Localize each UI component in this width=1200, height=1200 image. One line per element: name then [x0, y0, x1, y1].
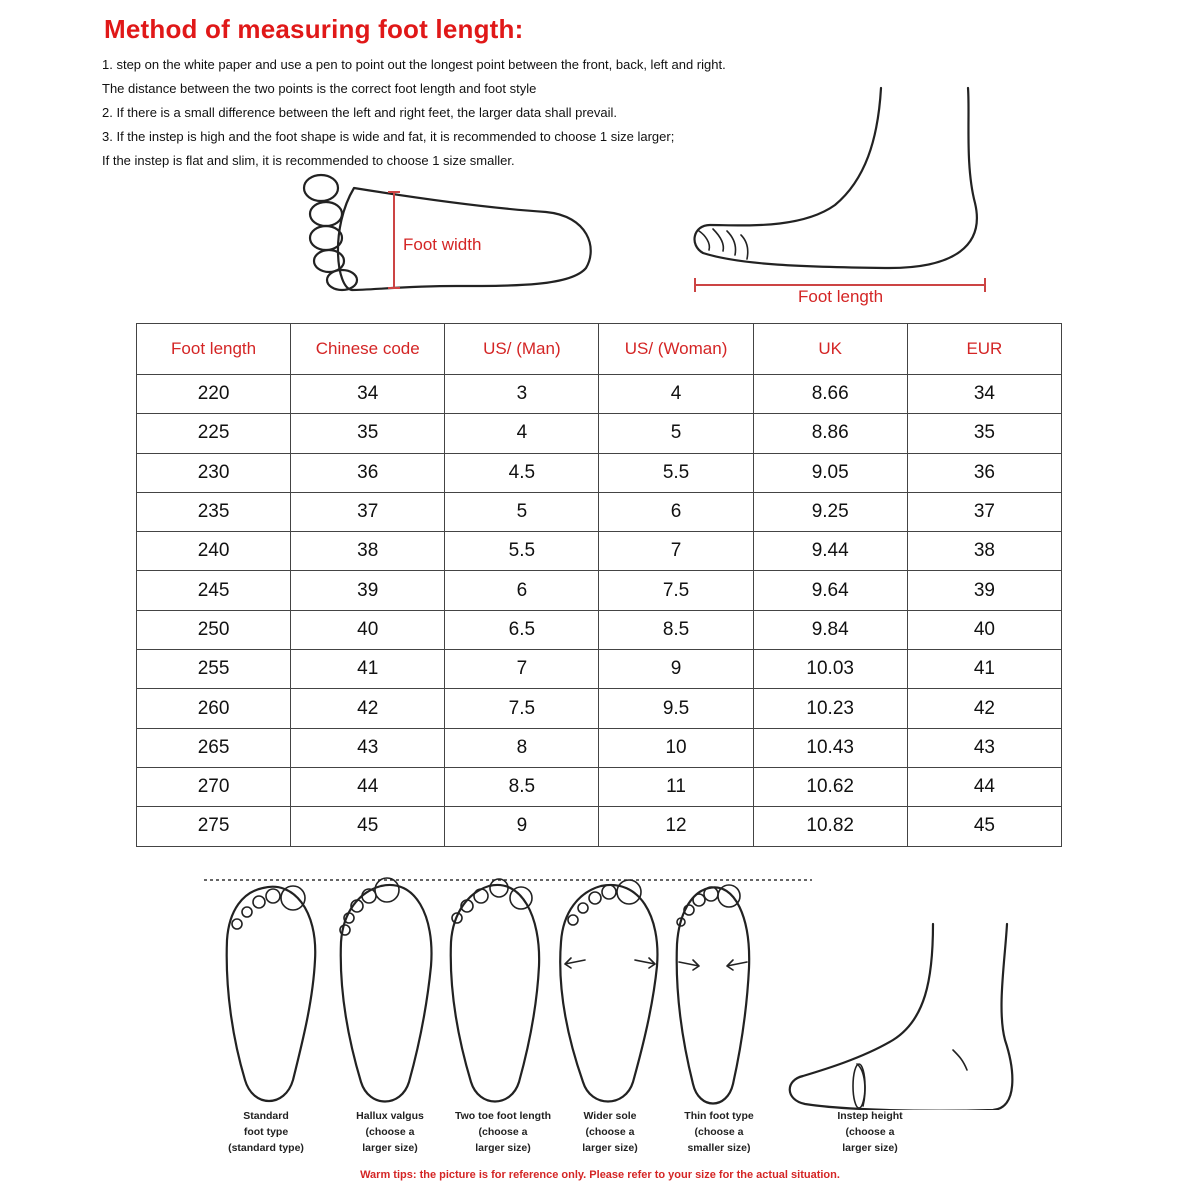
table-row: [137, 492, 1062, 531]
table-body: [137, 375, 1062, 847]
table-cell: 40: [291, 610, 445, 649]
table-cell: 4: [599, 375, 753, 414]
column-header: US/ (Man): [445, 324, 599, 375]
table-cell: 250: [137, 610, 291, 649]
caption-line: (choose a: [694, 1126, 744, 1138]
table-cell: 43: [907, 728, 1061, 767]
foot-width-label: Foot width: [403, 235, 482, 254]
size-chart-table: [136, 323, 1062, 847]
table-cell: 41: [291, 650, 445, 689]
instep-height-foot-icon: [790, 924, 1013, 1110]
table-cell: 10.82: [753, 807, 907, 846]
table-cell: 36: [907, 453, 1061, 492]
table-cell: 235: [137, 492, 291, 531]
table-cell: 8.5: [445, 767, 599, 806]
table-cell: 7.5: [445, 689, 599, 728]
table-cell: 275: [137, 807, 291, 846]
instruction-line-3: 2. If there is a small difference between the left and right feet, the larger data shall prevail.: [102, 105, 617, 120]
column-header: Foot length: [137, 324, 291, 375]
caption-line: (choose a: [365, 1126, 415, 1138]
foot-length-label: Foot length: [798, 287, 884, 306]
table-cell: 10.03: [753, 650, 907, 689]
caption-thin-foot: [664, 1108, 774, 1156]
table-cell: 5: [445, 492, 599, 531]
table-cell: 265: [137, 728, 291, 767]
table-row: [137, 571, 1062, 610]
table-cell: 34: [907, 375, 1061, 414]
table-cell: 7: [599, 532, 753, 571]
table-cell: 7: [445, 650, 599, 689]
caption-line: larger size): [582, 1142, 638, 1154]
table-cell: 6: [445, 571, 599, 610]
table-cell: 44: [291, 767, 445, 806]
table-cell: 230: [137, 453, 291, 492]
table-cell: 10.23: [753, 689, 907, 728]
table-cell: 35: [291, 414, 445, 453]
table-cell: 270: [137, 767, 291, 806]
table-cell: 5.5: [599, 453, 753, 492]
instruction-line-5: If the instep is flat and slim, it is recommended to choose 1 size smaller.: [102, 153, 515, 168]
table-cell: 42: [907, 689, 1061, 728]
instruction-line-1: 1. step on the white paper and use a pen to point out the longest point between the front, back, left and right.: [102, 57, 726, 72]
table-row: [137, 532, 1062, 571]
caption-standard: [208, 1108, 324, 1156]
table-row: [137, 414, 1062, 453]
page-title: Method of measuring foot length:: [104, 14, 524, 44]
caption-line: larger size): [362, 1142, 418, 1154]
table-cell: 9.5: [599, 689, 753, 728]
caption-line: Standard: [243, 1110, 289, 1122]
caption-line: Wider sole: [583, 1110, 637, 1122]
table-cell: 9.05: [753, 453, 907, 492]
table-cell: 9.64: [753, 571, 907, 610]
column-header: UK: [753, 324, 907, 375]
warm-tip-note: Warm tips: the picture is for reference only. Please refer to your size for the actual situation.: [360, 1169, 840, 1181]
table-cell: 41: [907, 650, 1061, 689]
table-cell: 225: [137, 414, 291, 453]
table-cell: 10: [599, 728, 753, 767]
foot-side-view-icon: [695, 88, 977, 268]
caption-line: (choose a: [585, 1126, 635, 1138]
table-cell: 260: [137, 689, 291, 728]
table-cell: 45: [291, 807, 445, 846]
table-cell: 9.25: [753, 492, 907, 531]
instruction-line-2: The distance between the two points is the correct foot length and foot style: [102, 81, 537, 96]
table-cell: 38: [291, 532, 445, 571]
table-cell: 4.5: [445, 453, 599, 492]
caption-instep-height: [812, 1108, 928, 1156]
caption-line: (standard type): [228, 1142, 304, 1154]
table-header-row: [137, 324, 1062, 375]
table-cell: 39: [291, 571, 445, 610]
caption-line: Two toe foot length: [454, 1110, 552, 1122]
caption-wider-sole: [560, 1108, 660, 1156]
table-cell: 8.5: [599, 610, 753, 649]
table-cell: 10.62: [753, 767, 907, 806]
table-cell: 43: [291, 728, 445, 767]
table-row: [137, 807, 1062, 846]
caption-line: Hallux valgus: [356, 1110, 424, 1122]
caption-line: smaller size): [687, 1142, 751, 1154]
table-cell: 35: [907, 414, 1061, 453]
table-cell: 34: [291, 375, 445, 414]
hallux-valgus-foot-icon: [340, 878, 432, 1102]
table-cell: 5.5: [445, 532, 599, 571]
table-row: [137, 375, 1062, 414]
table-cell: 5: [599, 414, 753, 453]
table-row: [137, 650, 1062, 689]
table-cell: 8: [445, 728, 599, 767]
table-cell: 9: [445, 807, 599, 846]
foot-length-diagram: [685, 85, 995, 300]
foot-top-view-icon: [304, 175, 591, 290]
caption-hallux-valgus: [332, 1108, 448, 1156]
table-cell: 45: [907, 807, 1061, 846]
table-cell: 9: [599, 650, 753, 689]
column-header: EUR: [907, 324, 1061, 375]
table-row: [137, 610, 1062, 649]
table-cell: 36: [291, 453, 445, 492]
table-cell: 240: [137, 532, 291, 571]
table-cell: 4: [445, 414, 599, 453]
caption-line: (choose a: [478, 1126, 528, 1138]
column-header: US/ (Woman): [599, 324, 753, 375]
standard-foot-icon: [227, 886, 316, 1101]
caption-line: larger size): [842, 1142, 898, 1154]
table-cell: 6: [599, 492, 753, 531]
foot-width-marker: [388, 192, 400, 288]
table-cell: 6.5: [445, 610, 599, 649]
table-cell: 9.84: [753, 610, 907, 649]
table-cell: 44: [907, 767, 1061, 806]
thin-foot-icon: [677, 885, 749, 1104]
table-cell: 7.5: [599, 571, 753, 610]
foot-types-illustration: [205, 870, 1200, 1110]
table-cell: 37: [907, 492, 1061, 531]
table-cell: 245: [137, 571, 291, 610]
table-cell: 9.44: [753, 532, 907, 571]
column-header: Chinese code: [291, 324, 445, 375]
foot-width-diagram: [296, 168, 606, 300]
two-toe-foot-icon: [451, 879, 539, 1102]
table-cell: 8.66: [753, 375, 907, 414]
table-row: [137, 689, 1062, 728]
table-cell: 38: [907, 532, 1061, 571]
table-row: [137, 767, 1062, 806]
table-cell: 255: [137, 650, 291, 689]
table-row: [137, 453, 1062, 492]
table-cell: 39: [907, 571, 1061, 610]
caption-two-toe: [438, 1108, 568, 1156]
caption-line: (choose a: [845, 1126, 895, 1138]
table-cell: 40: [907, 610, 1061, 649]
table-cell: 8.86: [753, 414, 907, 453]
caption-line: Thin foot type: [684, 1110, 754, 1122]
table-row: [137, 728, 1062, 767]
table-cell: 11: [599, 767, 753, 806]
caption-line: Instep height: [837, 1110, 903, 1122]
table-cell: 37: [291, 492, 445, 531]
wider-sole-foot-icon: [560, 880, 657, 1102]
caption-line: foot type: [243, 1126, 289, 1138]
caption-line: larger size): [475, 1142, 531, 1154]
table-cell: 12: [599, 807, 753, 846]
table-cell: 10.43: [753, 728, 907, 767]
instruction-line-4: 3. If the instep is high and the foot shape is wide and fat, it is recommended to choose 1 size larger;: [102, 129, 675, 144]
table-cell: 220: [137, 375, 291, 414]
table-cell: 3: [445, 375, 599, 414]
table-cell: 42: [291, 689, 445, 728]
